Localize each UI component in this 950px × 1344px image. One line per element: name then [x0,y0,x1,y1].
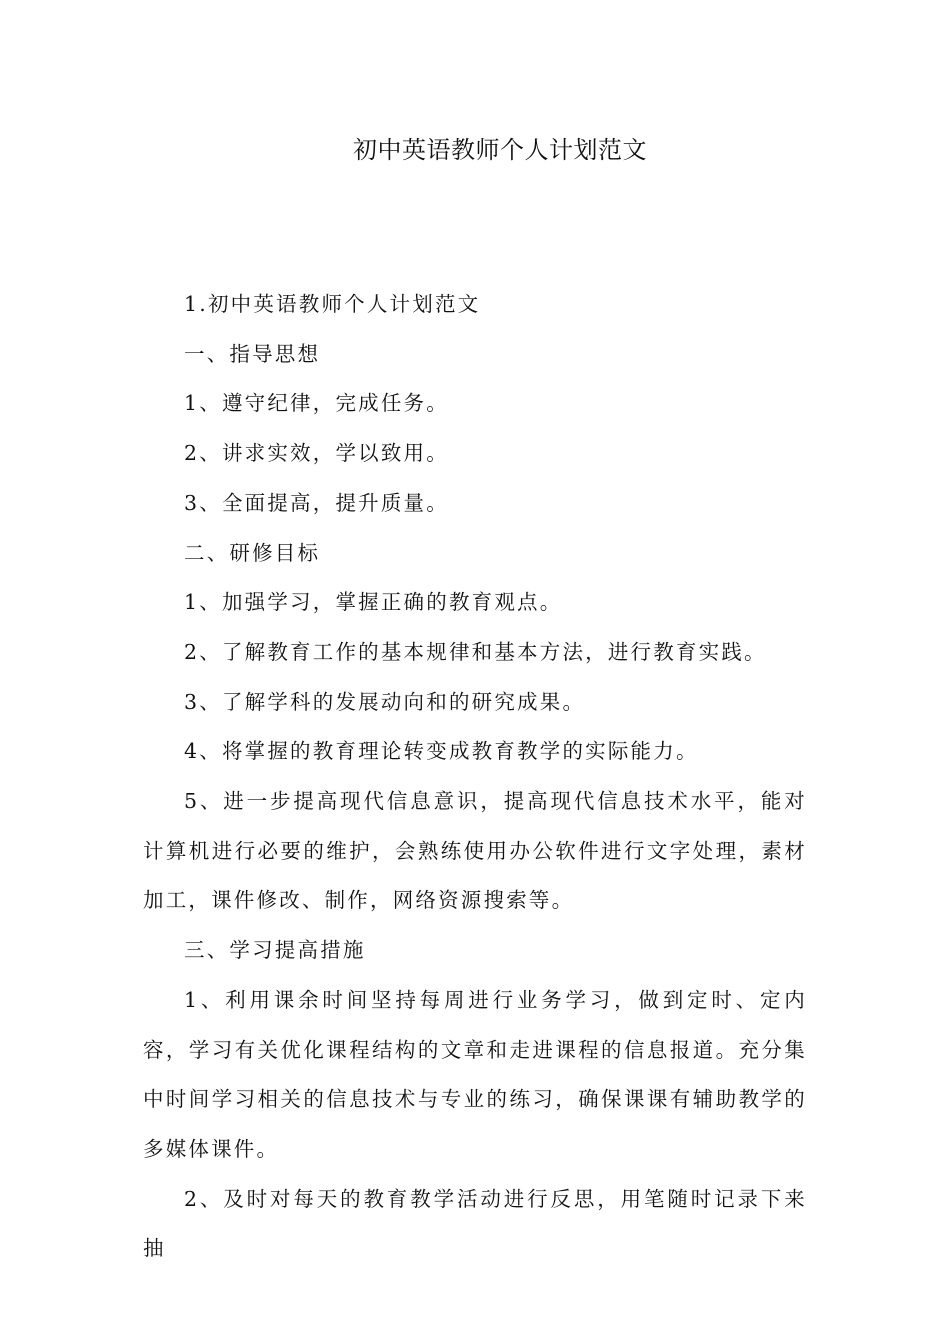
paragraph-heading-1: 1.初中英语教师个人计划范文 [184,292,481,316]
paragraph: 3、了解学科的发展动向和的研究成果。 [184,689,586,714]
paragraph: 2、了解教育工作的基本规律和基本方法，进行教育实践。 [184,639,767,664]
document-body [143,280,807,1274]
paragraph: 3、全面提高，提升质量。 [184,490,449,515]
paragraph: 2、讲求实效，学以致用。 [184,441,449,466]
section-heading-study-goals: 二、研修目标 [184,540,321,565]
paragraph: 1、利用课余时间坚持每周进行业务学习，做到定时、定内容，学习有关优化课程结构的文章和走进课程的信息报道。充分集中时间学习相关的信息技术与专业的练习，确保课课有辅助教学的多媒体课件。 [143,987,807,1161]
paragraph: 1、加强学习，掌握正确的教育观点。 [184,590,563,615]
paragraph: 1、遵守纪律，完成任务。 [184,391,449,416]
section-heading-guiding-ideology: 一、指导思想 [184,341,321,366]
paragraph: 4、将掌握的教育理论转变成教育教学的实际能力。 [184,739,699,764]
document-title: 初中英语教师个人计划范文 [353,136,647,164]
paragraph: 2、及时对每天的教育教学活动进行反思，用笔随时记录下来抽 [143,1186,807,1261]
paragraph: 5、进一步提高现代信息意识，提高现代信息技术水平，能对计算机进行必要的维护，会熟练使用办公软件进行文字处理，素材加工，课件修改、制作，网络资源搜索等。 [143,789,807,913]
section-heading-measures: 三、学习提高措施 [184,938,366,963]
